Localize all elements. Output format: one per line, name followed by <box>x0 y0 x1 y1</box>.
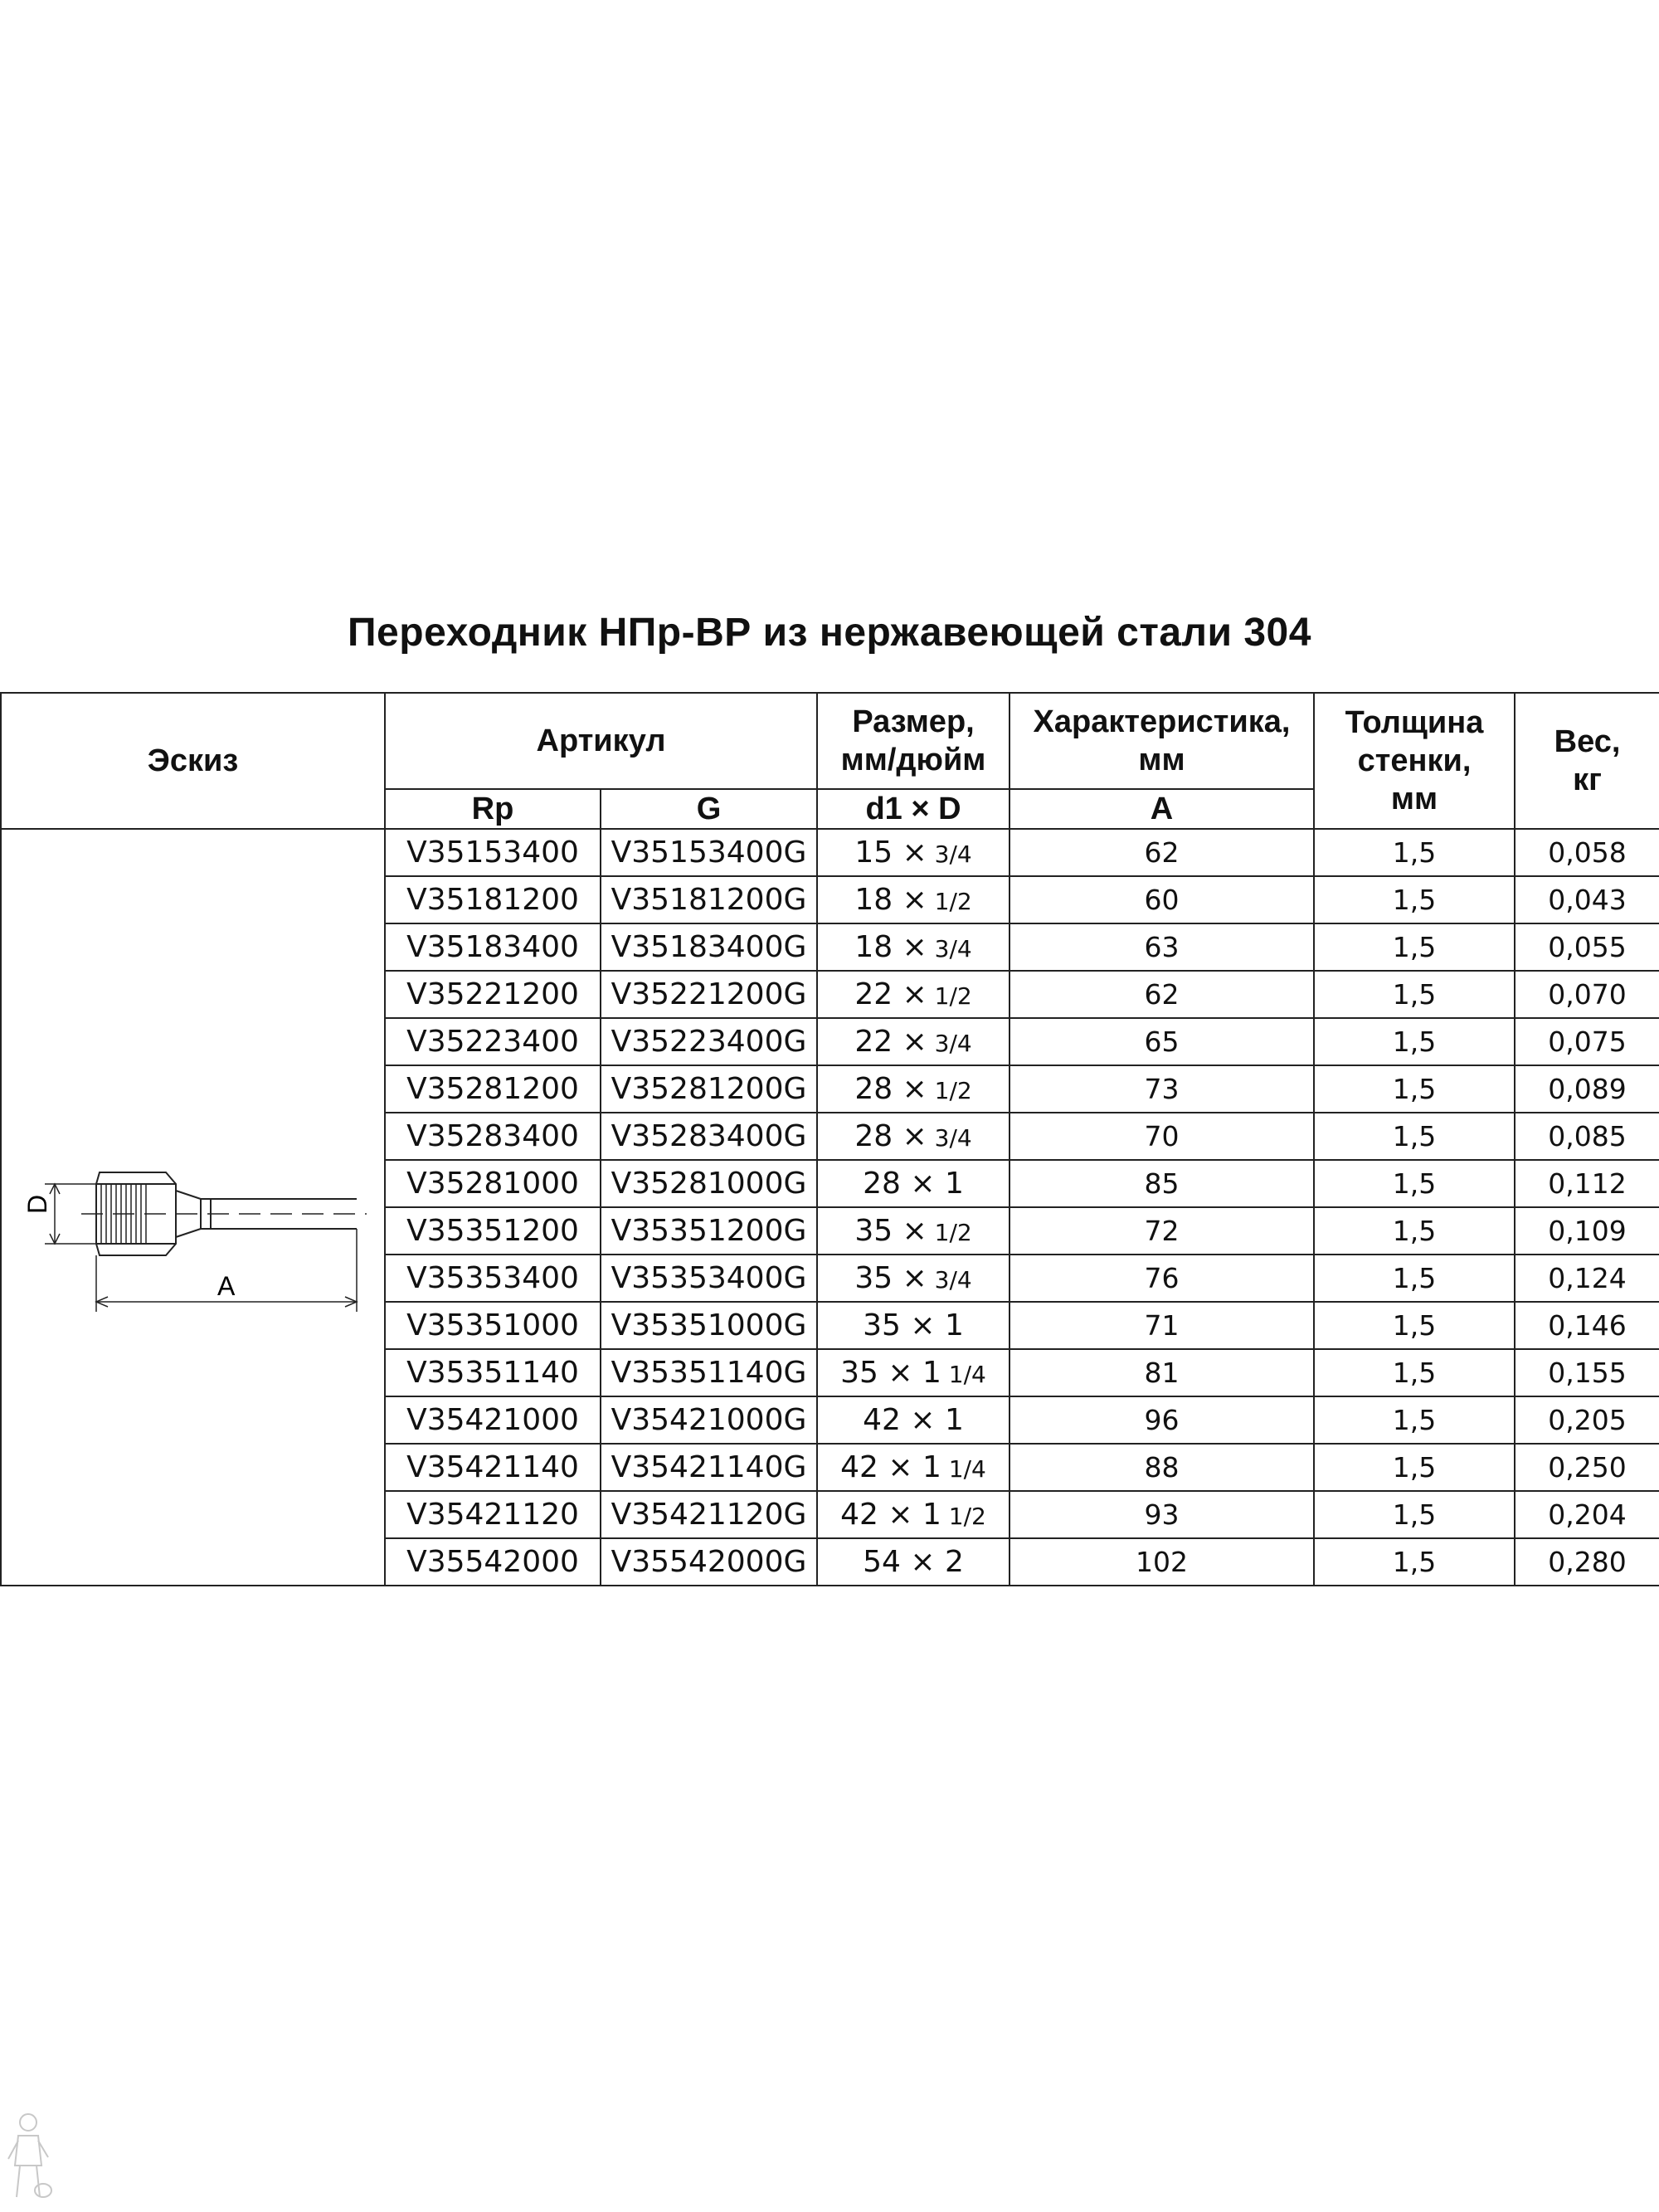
cell-size <box>817 1255 1010 1302</box>
header-sketch: Эскиз <box>1 693 385 829</box>
header-weight: Вес, кг <box>1515 693 1659 829</box>
cell-a: 76 <box>1010 1255 1314 1302</box>
cell-a: 85 <box>1010 1160 1314 1207</box>
cell-size-main: 35 × <box>854 1214 927 1248</box>
cell-size-fraction: 1/4 <box>941 1455 986 1483</box>
cell-g: V35353400G <box>601 1255 817 1302</box>
cell-wall: 1,5 <box>1314 1444 1515 1491</box>
cell-size-main: 54 × 2 <box>863 1545 964 1579</box>
mascot-logo-icon <box>3 2107 53 2207</box>
cell-wall: 1,5 <box>1314 1302 1515 1349</box>
cell-weight: 0,055 <box>1515 923 1659 971</box>
cell-rp: V35183400 <box>385 923 601 971</box>
cell-size-fraction: 3/4 <box>927 1266 972 1294</box>
cell-wall: 1,5 <box>1314 1538 1515 1586</box>
cell-rp: V35283400 <box>385 1113 601 1160</box>
cell-a: 72 <box>1010 1207 1314 1255</box>
cell-rp: V35351140 <box>385 1349 601 1396</box>
cell-a: 73 <box>1010 1065 1314 1113</box>
cell-weight: 0,109 <box>1515 1207 1659 1255</box>
cell-weight: 0,070 <box>1515 971 1659 1018</box>
table-body <box>1 829 1659 1586</box>
cell-g: V35542000G <box>601 1538 817 1586</box>
cell-size <box>817 829 1010 876</box>
cell-wall: 1,5 <box>1314 971 1515 1018</box>
cell-size-fraction: 1/2 <box>927 1077 972 1104</box>
cell-weight: 0,250 <box>1515 1444 1659 1491</box>
cell-size-main: 15 × <box>854 836 927 870</box>
cell-rp: V35281200 <box>385 1065 601 1113</box>
cell-a: 71 <box>1010 1302 1314 1349</box>
cell-rp: V35153400 <box>385 829 601 876</box>
header-size: Размер, мм/дюйм <box>817 693 1010 789</box>
cell-g: V35183400G <box>601 923 817 971</box>
cell-wall: 1,5 <box>1314 1113 1515 1160</box>
cell-g: V35421140G <box>601 1444 817 1491</box>
cell-wall: 1,5 <box>1314 829 1515 876</box>
sketch-cell <box>1 829 385 1586</box>
cell-wall: 1,5 <box>1314 1207 1515 1255</box>
cell-size <box>817 1160 1010 1207</box>
header-d1xd: d1 × D <box>817 789 1010 829</box>
cell-size-fraction: 1/2 <box>927 982 972 1010</box>
cell-size-fraction: 3/4 <box>927 1030 972 1057</box>
cell-g: V35281000G <box>601 1160 817 1207</box>
cell-wall: 1,5 <box>1314 923 1515 971</box>
cell-wall: 1,5 <box>1314 1160 1515 1207</box>
cell-weight: 0,112 <box>1515 1160 1659 1207</box>
cell-rp: V35421120 <box>385 1491 601 1538</box>
cell-size-main: 18 × <box>854 930 927 964</box>
cell-wall: 1,5 <box>1314 1396 1515 1444</box>
cell-weight: 0,124 <box>1515 1255 1659 1302</box>
cell-rp: V35421140 <box>385 1444 601 1491</box>
cell-size <box>817 1302 1010 1349</box>
cell-g: V35181200G <box>601 876 817 923</box>
cell-size-fraction: 1/2 <box>927 1219 972 1246</box>
cell-rp: V35542000 <box>385 1538 601 1586</box>
cell-size-main: 42 × 1 <box>863 1403 964 1437</box>
cell-a: 93 <box>1010 1491 1314 1538</box>
cell-rp: V35221200 <box>385 971 601 1018</box>
cell-a: 62 <box>1010 829 1314 876</box>
header-g: G <box>601 789 817 829</box>
cell-wall: 1,5 <box>1314 1349 1515 1396</box>
cell-rp: V35351200 <box>385 1207 601 1255</box>
cell-size-fraction: 1/4 <box>941 1361 986 1388</box>
cell-a: 81 <box>1010 1349 1314 1396</box>
cell-size-main: 42 × 1 <box>840 1450 941 1484</box>
header-a: A <box>1010 789 1314 829</box>
cell-a: 60 <box>1010 876 1314 923</box>
cell-g: V35223400G <box>601 1018 817 1065</box>
cell-size <box>817 923 1010 971</box>
header-wall: Толщина стенки, мм <box>1314 693 1515 829</box>
cell-a: 102 <box>1010 1538 1314 1586</box>
cell-g: V35421120G <box>601 1491 817 1538</box>
cell-size <box>817 1444 1010 1491</box>
cell-rp: V35281000 <box>385 1160 601 1207</box>
cell-weight: 0,146 <box>1515 1302 1659 1349</box>
cell-rp: V35421000 <box>385 1396 601 1444</box>
cell-a: 63 <box>1010 923 1314 971</box>
cell-wall: 1,5 <box>1314 1491 1515 1538</box>
cell-size <box>817 1113 1010 1160</box>
cell-g: V35421000G <box>601 1396 817 1444</box>
page-title: Переходник НПр-ВР из нержавеющей стали 304 <box>348 611 1311 655</box>
sketch-label-d: D <box>22 1194 52 1214</box>
header-row-1 <box>1 693 1659 789</box>
header-article: Артикул <box>385 693 817 789</box>
header-rp: Rp <box>385 789 601 829</box>
cell-rp: V35353400 <box>385 1255 601 1302</box>
spec-table <box>0 692 1659 1586</box>
cell-size-main: 28 × <box>854 1119 927 1153</box>
cell-weight: 0,085 <box>1515 1113 1659 1160</box>
cell-size <box>817 876 1010 923</box>
cell-size-fraction: 3/4 <box>927 840 972 868</box>
cell-weight: 0,155 <box>1515 1349 1659 1396</box>
cell-a: 65 <box>1010 1018 1314 1065</box>
cell-weight: 0,043 <box>1515 876 1659 923</box>
cell-size <box>817 1396 1010 1444</box>
cell-wall: 1,5 <box>1314 876 1515 923</box>
cell-size <box>817 1065 1010 1113</box>
cell-a: 88 <box>1010 1444 1314 1491</box>
cell-wall: 1,5 <box>1314 1018 1515 1065</box>
cell-size-main: 35 × 1 <box>840 1356 941 1390</box>
cell-weight: 0,205 <box>1515 1396 1659 1444</box>
cell-size-main: 35 × <box>854 1261 927 1295</box>
cell-wall: 1,5 <box>1314 1255 1515 1302</box>
cell-weight: 0,204 <box>1515 1491 1659 1538</box>
cell-size <box>817 1491 1010 1538</box>
sketch-label-a: A <box>217 1271 236 1301</box>
cell-size-main: 22 × <box>854 1025 927 1059</box>
cell-size <box>817 1538 1010 1586</box>
cell-size-fraction: 1/2 <box>941 1503 986 1530</box>
cell-size-main: 35 × 1 <box>863 1308 964 1342</box>
cell-weight: 0,280 <box>1515 1538 1659 1586</box>
cell-size-main: 28 × 1 <box>863 1167 964 1201</box>
cell-weight: 0,089 <box>1515 1065 1659 1113</box>
cell-g: V35283400G <box>601 1113 817 1160</box>
cell-g: V35351200G <box>601 1207 817 1255</box>
cell-size-fraction: 3/4 <box>927 935 972 962</box>
header-characteristic: Характеристика, мм <box>1010 693 1314 789</box>
cell-g: V35153400G <box>601 829 817 876</box>
cell-g: V35221200G <box>601 971 817 1018</box>
table-row <box>1 829 1659 876</box>
cell-a: 70 <box>1010 1113 1314 1160</box>
cell-g: V35351000G <box>601 1302 817 1349</box>
cell-a: 96 <box>1010 1396 1314 1444</box>
cell-size-main: 18 × <box>854 883 927 917</box>
cell-size-main: 42 × 1 <box>840 1498 941 1532</box>
cell-rp: V35181200 <box>385 876 601 923</box>
cell-a: 62 <box>1010 971 1314 1018</box>
cell-g: V35281200G <box>601 1065 817 1113</box>
cell-weight: 0,058 <box>1515 829 1659 876</box>
cell-rp: V35223400 <box>385 1018 601 1065</box>
cell-g: V35351140G <box>601 1349 817 1396</box>
side-watermark <box>1624 2049 1649 2199</box>
cell-size-main: 22 × <box>854 977 927 1011</box>
cell-weight: 0,075 <box>1515 1018 1659 1065</box>
cell-size <box>817 1349 1010 1396</box>
cell-size <box>817 1207 1010 1255</box>
cell-rp: V35351000 <box>385 1302 601 1349</box>
adapter-sketch-drawing <box>2 1083 386 1332</box>
cell-size <box>817 971 1010 1018</box>
cell-size-main: 28 × <box>854 1072 927 1106</box>
cell-size <box>817 1018 1010 1065</box>
cell-size-fraction: 1/2 <box>927 888 972 915</box>
cell-wall: 1,5 <box>1314 1065 1515 1113</box>
cell-size-fraction: 3/4 <box>927 1124 972 1152</box>
